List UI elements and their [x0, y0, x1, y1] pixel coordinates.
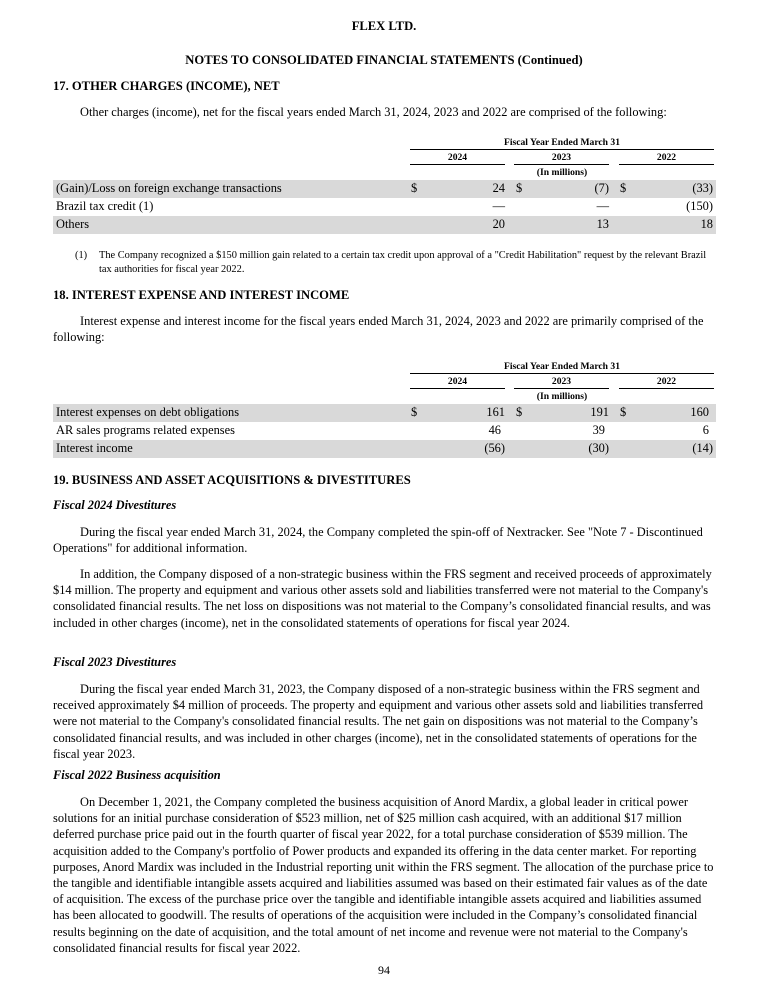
fy2024-paragraph-2: [53, 566, 717, 631]
value-2023: —: [596, 199, 609, 213]
dollar-sign: $: [516, 405, 523, 419]
units-label: (In millions): [536, 167, 588, 178]
year-2024: 2024: [447, 152, 468, 163]
year-rule: [619, 164, 714, 165]
value-2023: (7): [594, 181, 609, 195]
year-2022: 2022: [656, 152, 677, 163]
section-18-title: 18. INTEREST EXPENSE AND INTEREST INCOME: [53, 288, 350, 302]
fy2024-paragraph-1: [53, 524, 717, 556]
value-2022: 6: [702, 423, 709, 437]
fy2024-heading: Fiscal 2024 Divestitures: [53, 498, 177, 512]
value-2024: 20: [492, 217, 505, 231]
footnote: [75, 249, 715, 277]
year-2023: 2023: [551, 376, 572, 387]
value-2024: 24: [492, 181, 505, 195]
section-18-intro: [53, 313, 717, 345]
value-2023: 39: [592, 423, 605, 437]
value-2024: 161: [486, 405, 505, 419]
value-2022: (150): [686, 199, 713, 213]
row-label: Interest income: [56, 441, 133, 455]
section-17-intro: [53, 104, 717, 120]
table-group-header: Fiscal Year Ended March 31: [503, 361, 620, 372]
value-2023: 13: [596, 217, 609, 231]
fy2022-paragraph-1: [53, 794, 717, 956]
value-2022: (14): [692, 441, 713, 455]
year-rule: [619, 388, 714, 389]
section-17-intro-text: Other charges (income), net for the fiscal years ended March 31, 2024, 2023 and 2022 are comprised of the following:: [80, 105, 667, 119]
dollar-sign: $: [411, 405, 418, 419]
table-row: [53, 404, 716, 422]
row-label: (Gain)/Loss on foreign exchange transactions: [56, 181, 282, 195]
table-group-header: Fiscal Year Ended March 31: [503, 137, 620, 148]
dollar-sign: $: [411, 181, 418, 195]
table-row: [53, 180, 716, 198]
table-row: [53, 422, 716, 440]
value-2023: 191: [590, 405, 609, 419]
year-2024: 2024: [447, 376, 468, 387]
fy2024-paragraph-1-text: During the fiscal year ended March 31, 2024, the Company completed the spin-off of Nextracker. See "Note 7 - Discontinued Operations" for additional information.: [53, 525, 703, 556]
page-number: 94: [378, 963, 390, 977]
value-2024: 46: [488, 423, 501, 437]
company-name: FLEX LTD.: [351, 19, 417, 33]
year-2022: 2022: [656, 376, 677, 387]
notes-title: NOTES TO CONSOLIDATED FINANCIAL STATEMENTS (Continued): [185, 53, 583, 67]
dollar-sign: $: [620, 405, 627, 419]
units-label: (In millions): [536, 391, 588, 402]
header-rule: [410, 373, 714, 374]
footnote-text: The Company recognized a $150 million gain related to a certain tax credit upon approval of a "Credit Habilitation" request by the relevant Brazil tax authorities for fiscal year 2022.: [99, 250, 707, 275]
value-2022: 18: [700, 217, 713, 231]
dollar-sign: $: [620, 181, 627, 195]
dollar-sign: $: [516, 181, 523, 195]
row-label: AR sales programs related expenses: [56, 423, 235, 437]
table-row: [53, 216, 716, 234]
fy2024-paragraph-2-text: In addition, the Company disposed of a non-strategic business within the FRS segment and received proceeds of approximately $14 million. The property and equipment and various other assets sold and liabilities transferred were not material to the Company's consolidated financial results. The net loss on dispositions was not material to the Company’s consolidated financial results, and was included in other charges (income), net in the consolidated statements of operations for fiscal year 2024.: [53, 567, 712, 630]
table-row: [53, 440, 716, 458]
section-18-intro-text: Interest expense and interest income for the fiscal years ended March 31, 2024, 2023 and 2022 are primarily comprised of the following:: [53, 314, 704, 345]
year-2023: 2023: [551, 152, 572, 163]
fy2023-paragraph-1: [53, 681, 717, 762]
year-rule: [410, 164, 505, 165]
row-label: Brazil tax credit (1): [56, 199, 154, 213]
section-17-title: 17. OTHER CHARGES (INCOME), NET: [53, 79, 280, 93]
value-2023: (30): [588, 441, 609, 455]
year-rule: [410, 388, 505, 389]
row-label: Interest expenses on debt obligations: [56, 405, 240, 419]
value-2024: —: [492, 199, 505, 213]
fy2022-paragraph-1-text: On December 1, 2021, the Company completed the business acquisition of Anord Mardix, a global leader in critical power solutions for an initial purchase consideration of $523 million, net of $25 million cash acquired, with an additional $17 million deferred purchase price paid out in the fourth quarter of fiscal year 2022, for a total purchase consideration of $539 million. The acquisition added to the Company's portfolio of Power products and expanded its offering in the data center market. For reporting purposes, Anord Mardix was included in the Industrial reporting unit within the FRS segment. The allocation of the purchase price to the tangible and identifiable intangible assets acquired and liabilities assumed was based on their estimated fair values as of the date of acquisition. The excess of the purchase price over the tangible and identifiable intangible assets acquired and liabilities assumed has been allocated to goodwill. The results of operations of the acquisition were included in the Company’s consolidated financial results beginning on the date of acquisition, and the total amount of net income and revenue were not material to the Company's consolidated financial results for fiscal year 2022.: [53, 795, 714, 955]
value-2022: 160: [690, 405, 709, 419]
fy2023-heading: Fiscal 2023 Divestitures: [53, 655, 177, 669]
fy2022-heading: Fiscal 2022 Business acquisition: [53, 768, 221, 782]
value-2022: (33): [692, 181, 713, 195]
footnote-mark: (1): [75, 250, 88, 261]
section-19-title: 19. BUSINESS AND ASSET ACQUISITIONS & DIVESTITURES: [53, 473, 411, 487]
value-2024: (56): [484, 441, 505, 455]
fy2023-paragraph-1-text: During the fiscal year ended March 31, 2023, the Company disposed of a non-strategic business within the FRS segment and received approximately $4 million of proceeds. The property and equipment and various other assets sold and liabilities transferred were not material to the Company's consolidated financial results. The net gain on dispositions was not material to the Company’s consolidated financial results, and was included in other charges (income), net in the consolidated statements of operations for the fiscal year 2023.: [53, 682, 704, 761]
header-rule: [410, 149, 714, 150]
row-label: Others: [56, 217, 90, 231]
year-rule: [514, 164, 609, 165]
table-row: [53, 198, 716, 216]
year-rule: [514, 388, 609, 389]
